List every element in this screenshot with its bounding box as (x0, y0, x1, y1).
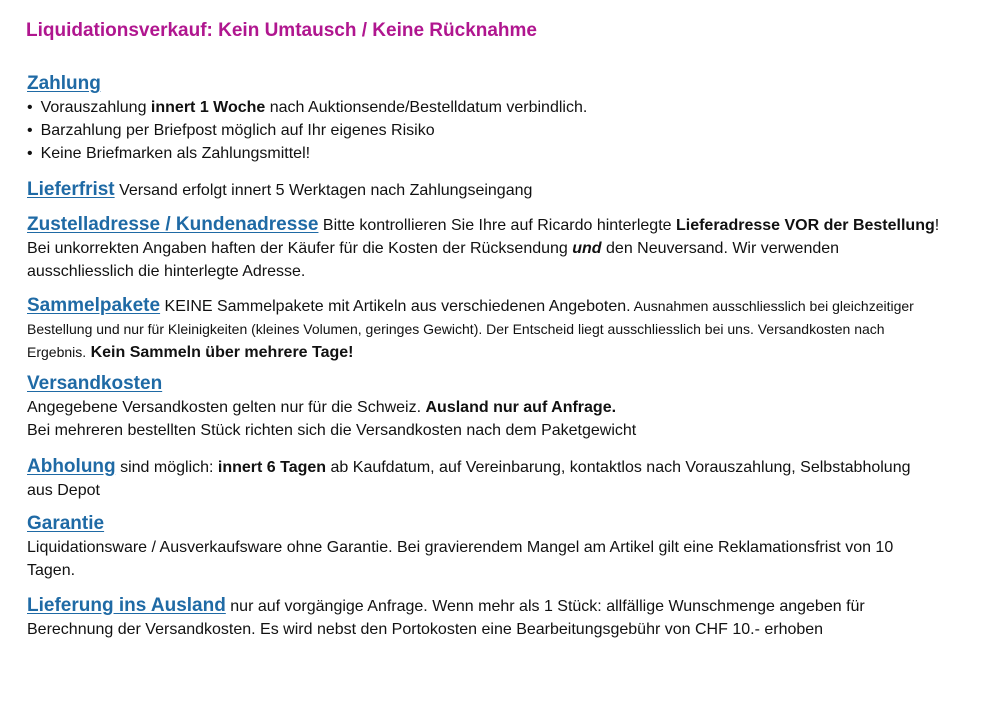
section-lieferfrist: Lieferfrist Versand erfolgt innert 5 Werktagen nach Zahlungseingang (27, 179, 533, 200)
list-item: • Keine Briefmarken als Zahlungsmittel! (27, 142, 987, 165)
heading-versandkosten: Versandkosten (27, 373, 163, 394)
heading-ausland: Lieferung ins Ausland (27, 595, 226, 616)
section-garantie: Garantie Liquidationsware / Ausverkaufsware ohne Garantie. Bei gravierendem Mangel am Artikel gilt eine Reklamationsfrist von 10 Tagen. (27, 513, 894, 579)
heading-sammelpakete: Sammelpakete (27, 295, 161, 316)
section-abholung: Abholung sind möglich: innert 6 Tagen ab Kaufdatum, auf Vereinbarung, kontaktlos nach Vorauszahlung, Selbstabholung aus Depot (27, 456, 911, 499)
heading-zustelladresse: Zustelladresse / Kundenadresse (27, 214, 319, 235)
section-zahlung (27, 72, 987, 165)
zahlung-list (27, 96, 987, 165)
section-sammelpakete: Sammelpakete KEINE Sammelpakete mit Artikeln aus verschiedenen Angeboten. Ausnahmen ausschliesslich bei gleichzeitiger Bestellung und nur für Kleinigkeiten (kleines Volumen, geringes Gewicht). Der Entscheid liegt ausschliesslich bei uns. Versandkosten nach Ergebnis. Kein Sammeln über mehrere Tage! (27, 295, 914, 361)
section-ausland: Lieferung ins Ausland nur auf vorgängige Anfrage. Wenn mehr als 1 Stück: allfällige Wunschmenge angeben für Berechnung der Versandkosten. Es wird nebst den Portokosten eine Bearbeitungsgebühr von CHF 10.- erhoben (27, 595, 865, 638)
list-item: • Barzahlung per Briefpost möglich auf Ihr eigenes Risiko (27, 119, 987, 142)
section-versandkosten: Versandkosten Angegebene Versandkosten gelten nur für die Schweiz. Ausland nur auf Anfrage. Bei mehreren bestellten Stück richten sich die Versandkosten nach dem Paketgewicht (27, 373, 637, 439)
heading-lieferfrist: Lieferfrist (27, 179, 115, 200)
list-item: • Vorauszahlung innert 1 Woche nach Auktionsende/Bestelldatum verbindlich. (27, 96, 987, 119)
section-zustelladresse: Zustelladresse / Kundenadresse Bitte kontrollieren Sie Ihre auf Ricardo hinterlegte Lieferadresse VOR der Bestellung! Bei unkorrekten Angaben haften der Käufer für die Kosten der Rücksendung und den Neuversand. Wir verwenden ausschliesslich die hinterlegte Adresse. (27, 214, 940, 280)
heading-garantie: Garantie (27, 513, 105, 534)
heading-zahlung: Zahlung (27, 73, 101, 94)
page-title: Liquidationsverkauf: Kein Umtausch / Keine Rücknahme (26, 20, 537, 41)
heading-abholung: Abholung (27, 456, 116, 477)
